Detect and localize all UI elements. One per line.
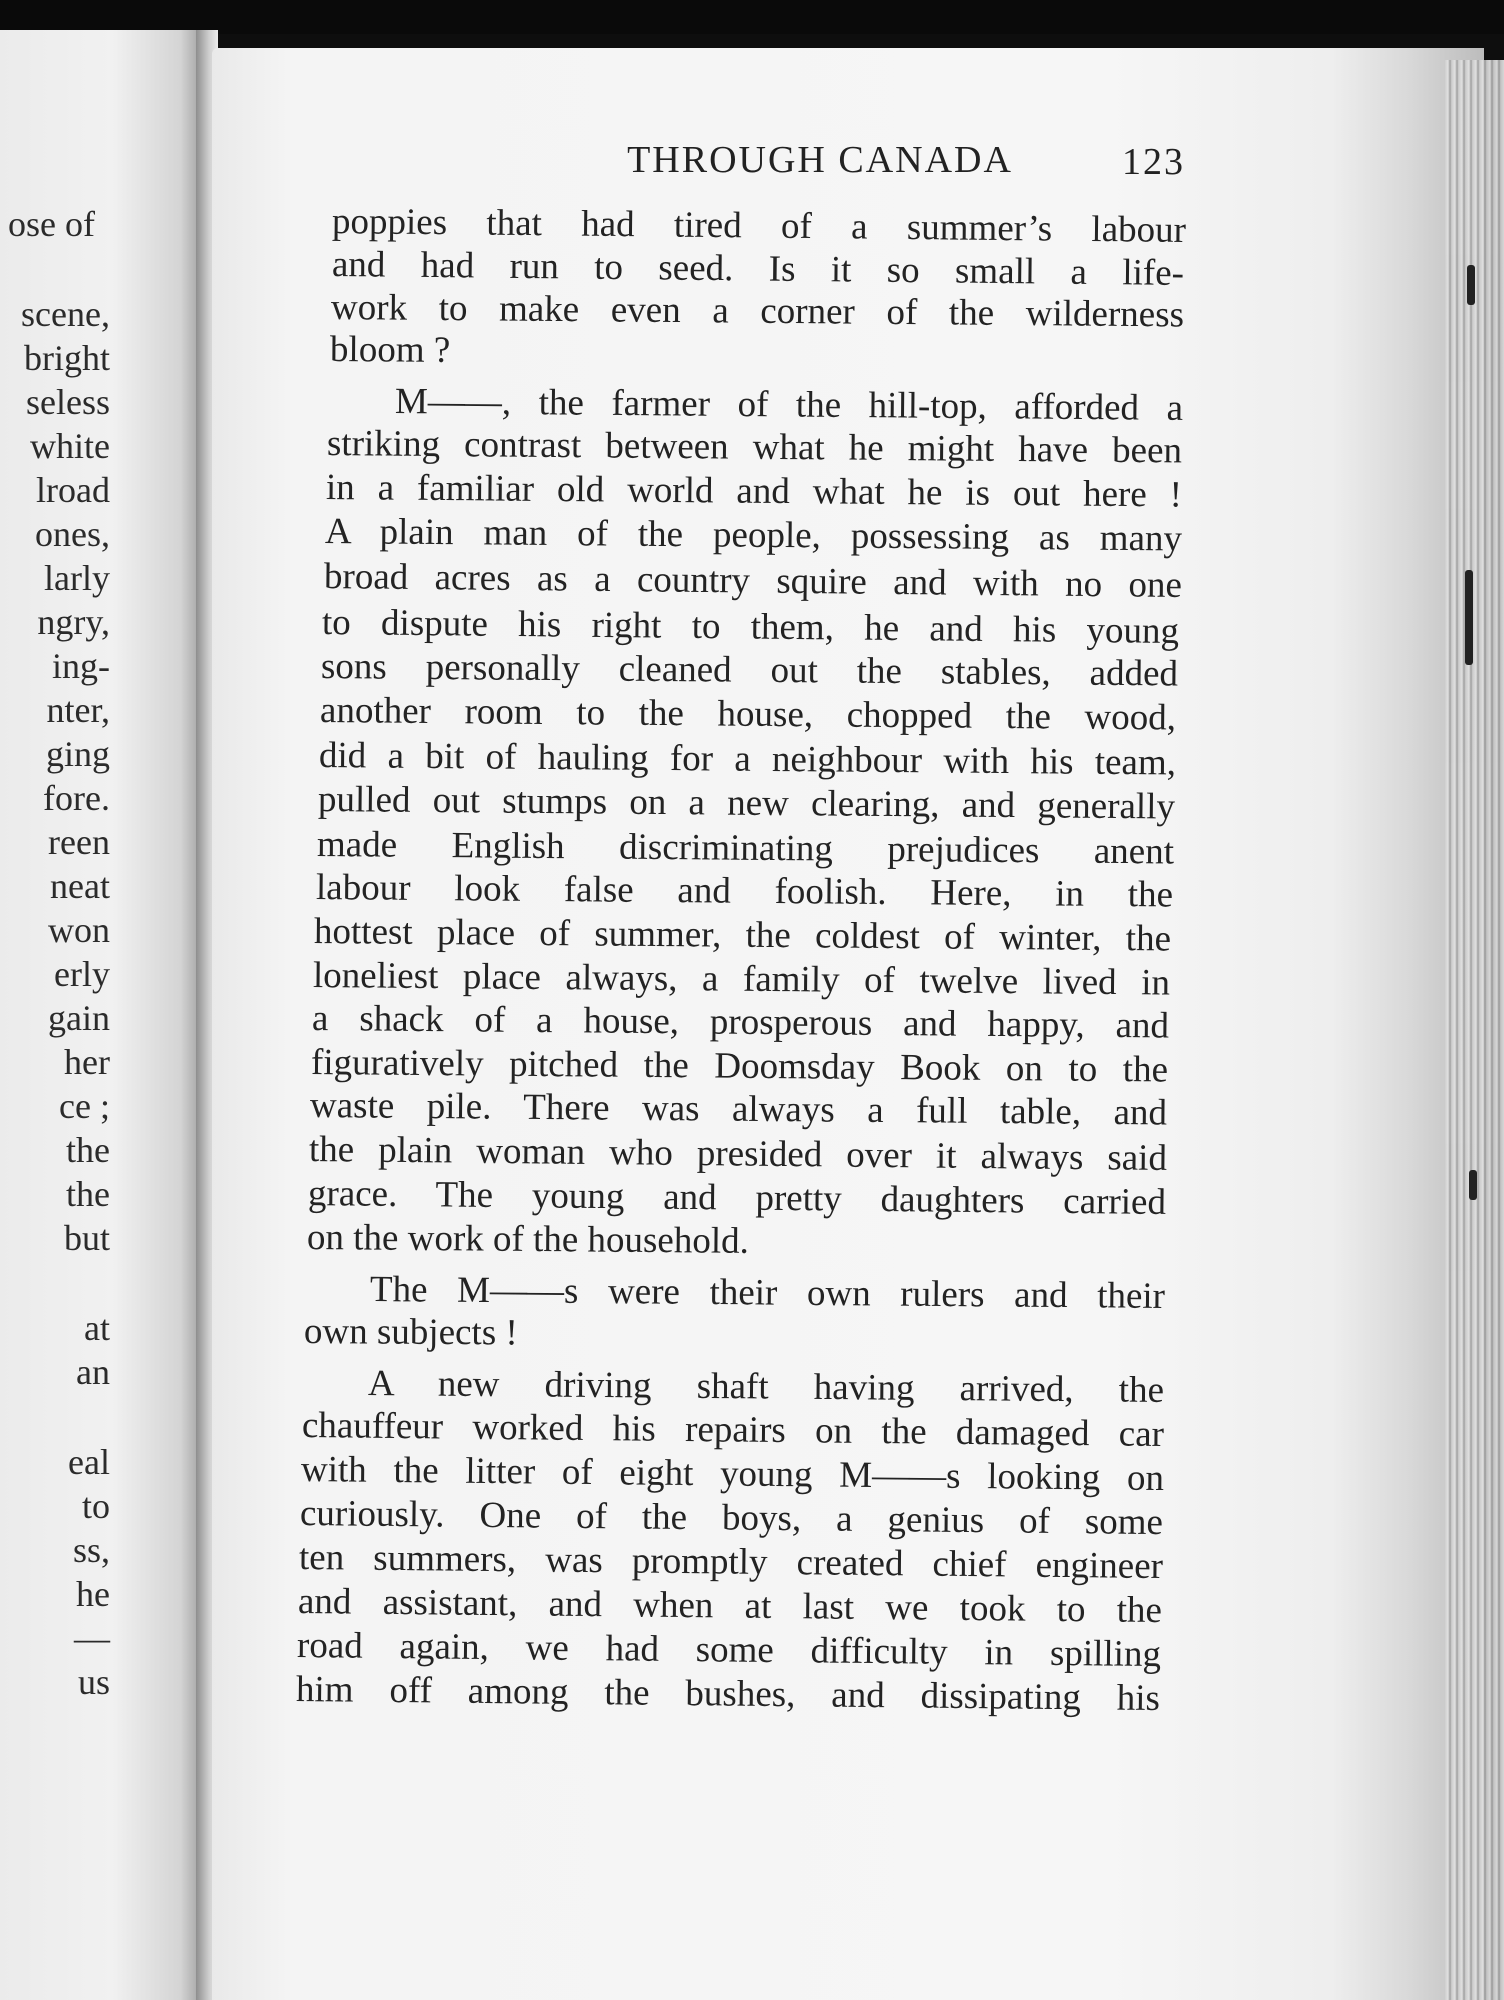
left-page-fragment: he bbox=[76, 1574, 110, 1614]
text-line: made English discriminating prejudices anent bbox=[316, 824, 1175, 873]
text-line: to dispute his right to them, he and his young bbox=[321, 602, 1180, 652]
text-line: hottest place of summer, the coldest of winter, the bbox=[313, 911, 1172, 960]
left-page-fragment: seless bbox=[26, 382, 110, 422]
text-line: chauffeur worked his repairs on the damaged car bbox=[301, 1405, 1165, 1456]
text-line: pulled out stumps on a new clearing, and generally bbox=[317, 779, 1176, 828]
text-line: A plain man of the people, possessing as many bbox=[324, 511, 1183, 560]
text-line: in a familiar old world and what he is out here ! bbox=[325, 467, 1183, 516]
left-page-fragment: fore. bbox=[43, 778, 110, 818]
text-line: striking contrast between what he might have been bbox=[326, 423, 1183, 472]
left-page-fragment: to bbox=[81, 1486, 110, 1526]
left-page-fragment: nter, bbox=[46, 690, 110, 730]
text-line: on the work of the household. bbox=[306, 1217, 750, 1262]
text-line: curiously. One of the boys, a genius of some bbox=[299, 1493, 1164, 1544]
text-line: and had run to seed. Is it so small a life- bbox=[331, 244, 1185, 294]
left-page-fragment: but bbox=[63, 1218, 110, 1258]
text-line: waste pile. There was always a full table, and bbox=[309, 1085, 1168, 1134]
text-line: him off among the bushes, and dissipating his bbox=[295, 1669, 1161, 1720]
left-page-fragment: gain bbox=[48, 998, 110, 1038]
left-page-fragment: white bbox=[30, 426, 110, 466]
left-page-fragment: the bbox=[66, 1130, 110, 1170]
text-line: and assistant, and when at last we took to the bbox=[297, 1581, 1163, 1632]
left-page-fragment: ones, bbox=[35, 514, 110, 554]
text-line: road again, we had some difficulty in spilling bbox=[296, 1625, 1162, 1676]
text-line: ten summers, was promptly created chief engineer bbox=[298, 1537, 1164, 1588]
text-line: bloom ? bbox=[329, 329, 451, 371]
text-line: broad acres as a country squire and with no one bbox=[323, 556, 1183, 606]
text-line: poppies that had tired of a summer’s labour bbox=[331, 201, 1187, 251]
left-page-fragment: an bbox=[76, 1352, 110, 1392]
text-line: A new driving shaft having arrived, the bbox=[367, 1363, 1165, 1411]
left-page-fragment: ing- bbox=[52, 646, 110, 686]
text-line: did a bit of hauling for a neighbour with his team, bbox=[318, 735, 1177, 784]
left-page-fragment: neat bbox=[50, 866, 110, 906]
text-line: sons personally cleaned out the stables, added bbox=[320, 646, 1179, 695]
left-page-fragment: ose of bbox=[8, 204, 95, 244]
text-line: figuratively pitched the Doomsday Book on to the bbox=[310, 1042, 1169, 1091]
left-page-fragment: us bbox=[77, 1662, 110, 1702]
left-page-fragment: the bbox=[66, 1174, 110, 1214]
left-page-fragment: ngry, bbox=[37, 602, 110, 642]
text-line: grace. The young and pretty daughters carried bbox=[307, 1173, 1167, 1223]
text-line: loneliest place always, a family of twelve lived in bbox=[312, 955, 1171, 1004]
left-page-fragment: won bbox=[48, 910, 110, 950]
left-page-fragment: erly bbox=[54, 954, 110, 994]
left-page-fragment: scene, bbox=[21, 294, 110, 334]
text-line: M——, the farmer of the hill-top, afforded a bbox=[394, 381, 1184, 429]
left-page-fragment: larly bbox=[44, 558, 110, 598]
left-page-fragment: at bbox=[84, 1308, 110, 1348]
text-line: work to make even a corner of the wilderness bbox=[330, 287, 1185, 336]
text-line: with the litter of eight young M——s looking on bbox=[300, 1449, 1165, 1500]
left-page-fragment: ging bbox=[45, 734, 110, 774]
page-number: 123 bbox=[1122, 141, 1185, 183]
left-page-fragment: her bbox=[64, 1042, 110, 1082]
text-line: labour look false and foolish. Here, in the bbox=[315, 867, 1174, 916]
left-page-fragment: eal bbox=[68, 1442, 110, 1482]
left-page-fragment: ce ; bbox=[59, 1086, 110, 1126]
text-line: another room to the house, chopped the wood, bbox=[319, 690, 1177, 739]
left-page-fragment: lroad bbox=[36, 470, 110, 510]
text-line: own subjects ! bbox=[303, 1311, 518, 1354]
left-page-fragment: — bbox=[74, 1618, 110, 1658]
running-head: THROUGH CANADA bbox=[627, 139, 1013, 181]
left-page-fragment: bright bbox=[24, 338, 110, 378]
text-line: the plain woman who presided over it always said bbox=[308, 1129, 1168, 1179]
text-line: The M——s were their own rulers and their bbox=[369, 1269, 1166, 1317]
left-page-fragment: ss, bbox=[72, 1530, 110, 1570]
left-page-fragment: reen bbox=[48, 822, 110, 862]
text-line: a shack of a house, prosperous and happy, and bbox=[311, 998, 1170, 1047]
